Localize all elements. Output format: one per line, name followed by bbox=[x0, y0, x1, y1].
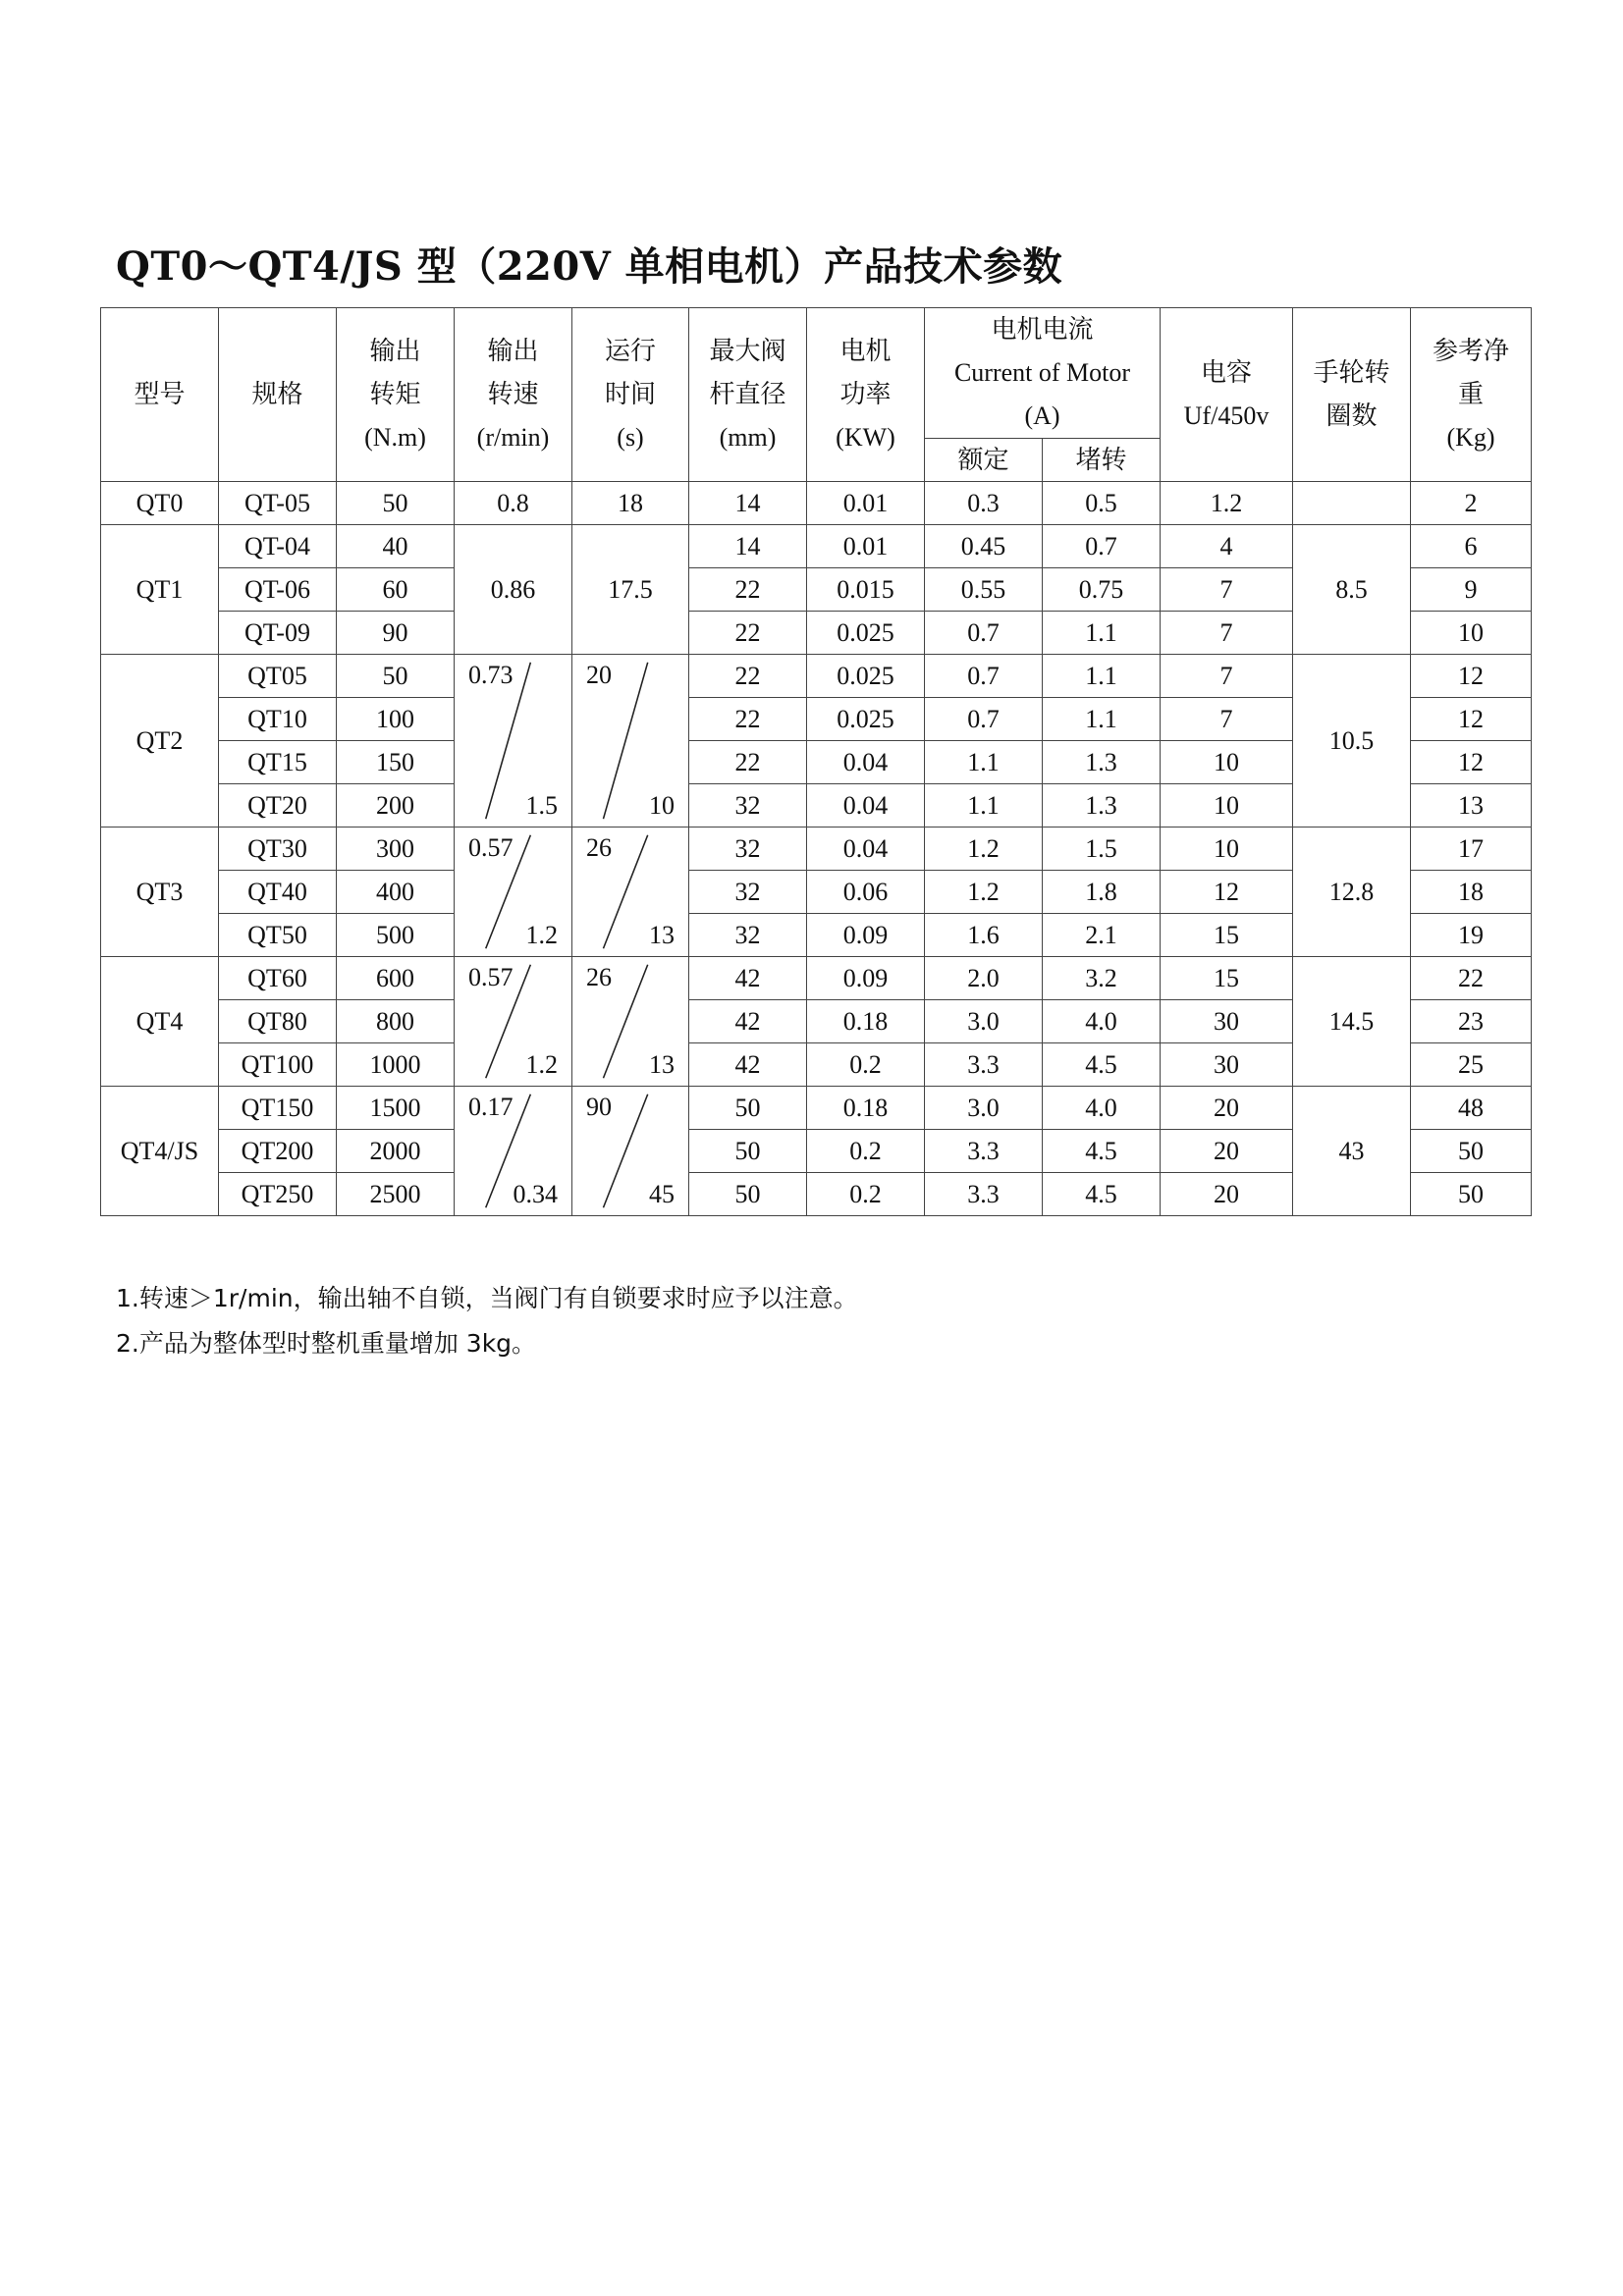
spec-table-body bbox=[101, 482, 1532, 1216]
rated-current-cell: 1.6 bbox=[925, 914, 1043, 957]
header-speed-line: 转速 bbox=[487, 380, 539, 408]
table-row bbox=[101, 1087, 1532, 1130]
weight-cell: 50 bbox=[1411, 1130, 1532, 1173]
stem-cell: 32 bbox=[689, 914, 807, 957]
time-range-cell bbox=[572, 828, 689, 957]
handwheel-cell: 10.5 bbox=[1293, 655, 1411, 828]
time-range-cell bbox=[572, 957, 689, 1087]
stem-cell: 22 bbox=[689, 612, 807, 655]
spec-cell: QT250 bbox=[219, 1173, 337, 1216]
capacitor-cell: 7 bbox=[1161, 568, 1293, 612]
capacitor-cell: 10 bbox=[1161, 828, 1293, 871]
time-cell: 18 bbox=[572, 482, 689, 525]
torque-cell: 200 bbox=[337, 784, 455, 828]
capacitor-cell: 20 bbox=[1161, 1173, 1293, 1216]
time-range-cell bbox=[572, 1087, 689, 1216]
torque-cell: 60 bbox=[337, 568, 455, 612]
stall-current-cell: 4.5 bbox=[1043, 1173, 1161, 1216]
capacitor-cell: 12 bbox=[1161, 871, 1293, 914]
rated-current-cell: 3.3 bbox=[925, 1173, 1043, 1216]
power-cell: 0.09 bbox=[807, 957, 925, 1000]
weight-cell: 25 bbox=[1411, 1043, 1532, 1087]
header-stem bbox=[689, 308, 807, 482]
power-cell: 0.2 bbox=[807, 1173, 925, 1216]
header-torque-unit: (N.m) bbox=[364, 423, 426, 452]
stall-current-cell: 4.5 bbox=[1043, 1130, 1161, 1173]
speed-range-cell bbox=[455, 1087, 572, 1216]
speed-range-cell-from: 0.57 bbox=[468, 833, 514, 862]
power-cell: 0.01 bbox=[807, 482, 925, 525]
capacitor-cell: 7 bbox=[1161, 698, 1293, 741]
rated-current-cell: 0.45 bbox=[925, 525, 1043, 568]
header-spec: 规格 bbox=[219, 308, 337, 482]
header-rated: 额定 bbox=[925, 439, 1043, 482]
time-range-cell-to: 13 bbox=[649, 921, 675, 949]
page-title: QT0～QT4/JS 型（220V 单相电机）产品技术参数 bbox=[116, 243, 1063, 290]
note-line: 2.产品为整体型时整机重量增加 3kg。 bbox=[116, 1329, 537, 1358]
header-current-line: 电机电流 bbox=[991, 315, 1094, 344]
stall-current-cell: 2.1 bbox=[1043, 914, 1161, 957]
rated-current-cell: 1.2 bbox=[925, 871, 1043, 914]
handwheel-cell: 8.5 bbox=[1293, 525, 1411, 655]
header-torque-line: 输出 bbox=[369, 337, 421, 365]
stall-current-cell: 1.1 bbox=[1043, 698, 1161, 741]
torque-cell: 2000 bbox=[337, 1130, 455, 1173]
handwheel-cell: 12.8 bbox=[1293, 828, 1411, 957]
weight-cell: 48 bbox=[1411, 1087, 1532, 1130]
header-time-unit: (s) bbox=[617, 423, 644, 452]
table-row bbox=[101, 957, 1532, 1000]
stall-current-cell: 1.8 bbox=[1043, 871, 1161, 914]
rated-current-cell: 3.0 bbox=[925, 1087, 1043, 1130]
power-cell: 0.2 bbox=[807, 1130, 925, 1173]
weight-cell: 17 bbox=[1411, 828, 1532, 871]
torque-cell: 800 bbox=[337, 1000, 455, 1043]
speed-range-cell-from: 0.17 bbox=[468, 1093, 514, 1121]
torque-cell: 100 bbox=[337, 698, 455, 741]
note-line: 1.转速＞1r/min，输出轴不自锁，当阀门有自锁要求时应予以注意。 bbox=[116, 1284, 858, 1312]
weight-cell: 23 bbox=[1411, 1000, 1532, 1043]
capacitor-cell: 15 bbox=[1161, 914, 1293, 957]
power-cell: 0.015 bbox=[807, 568, 925, 612]
rated-current-cell: 3.0 bbox=[925, 1000, 1043, 1043]
header-power-line: 电机 bbox=[839, 337, 892, 365]
power-cell: 0.18 bbox=[807, 1087, 925, 1130]
header-weight-line: 重 bbox=[1457, 380, 1484, 408]
torque-cell: 300 bbox=[337, 828, 455, 871]
stall-current-cell: 0.75 bbox=[1043, 568, 1161, 612]
torque-cell: 1000 bbox=[337, 1043, 455, 1087]
stem-cell: 14 bbox=[689, 482, 807, 525]
header-current-line: Current of Motor bbox=[953, 358, 1131, 387]
speed-range-cell bbox=[455, 655, 572, 828]
stem-cell: 50 bbox=[689, 1130, 807, 1173]
power-cell: 0.18 bbox=[807, 1000, 925, 1043]
model-cell: QT0 bbox=[101, 482, 219, 525]
table-row bbox=[101, 828, 1532, 871]
weight-cell: 2 bbox=[1411, 482, 1532, 525]
speed-range-cell-to: 1.2 bbox=[525, 1050, 558, 1079]
speed-cell: 0.8 bbox=[455, 482, 572, 525]
header-power bbox=[807, 308, 925, 482]
stem-cell: 32 bbox=[689, 828, 807, 871]
stem-cell: 22 bbox=[689, 698, 807, 741]
spec-cell: QT05 bbox=[219, 655, 337, 698]
speed-range-cell bbox=[455, 828, 572, 957]
power-cell: 0.04 bbox=[807, 828, 925, 871]
spec-cell: QT-06 bbox=[219, 568, 337, 612]
stem-cell: 32 bbox=[689, 871, 807, 914]
stall-current-cell: 4.0 bbox=[1043, 1087, 1161, 1130]
capacitor-cell: 30 bbox=[1161, 1000, 1293, 1043]
spec-cell: QT20 bbox=[219, 784, 337, 828]
header-capacitor bbox=[1161, 308, 1293, 482]
speed-range-cell-from: 0.57 bbox=[468, 963, 514, 991]
torque-cell: 90 bbox=[337, 612, 455, 655]
spec-table bbox=[100, 307, 1532, 1216]
weight-cell: 50 bbox=[1411, 1173, 1532, 1216]
stall-current-cell: 1.3 bbox=[1043, 741, 1161, 784]
rated-current-cell: 0.7 bbox=[925, 698, 1043, 741]
spec-cell: QT-05 bbox=[219, 482, 337, 525]
capacitor-cell: 20 bbox=[1161, 1087, 1293, 1130]
weight-cell: 19 bbox=[1411, 914, 1532, 957]
rated-current-cell: 0.3 bbox=[925, 482, 1043, 525]
time-range-cell-from: 20 bbox=[586, 661, 612, 689]
capacitor-cell: 4 bbox=[1161, 525, 1293, 568]
power-cell: 0.04 bbox=[807, 784, 925, 828]
header-stem-line: 杆直径 bbox=[709, 380, 786, 408]
capacitor-cell: 7 bbox=[1161, 612, 1293, 655]
weight-cell: 6 bbox=[1411, 525, 1532, 568]
model-cell: QT2 bbox=[101, 655, 219, 828]
header-weight bbox=[1411, 308, 1532, 482]
power-cell: 0.025 bbox=[807, 698, 925, 741]
rated-current-cell: 0.55 bbox=[925, 568, 1043, 612]
capacitor-cell: 1.2 bbox=[1161, 482, 1293, 525]
spec-cell: QT80 bbox=[219, 1000, 337, 1043]
rated-current-cell: 3.3 bbox=[925, 1130, 1043, 1173]
rated-current-cell: 1.1 bbox=[925, 741, 1043, 784]
power-cell: 0.025 bbox=[807, 612, 925, 655]
torque-cell: 500 bbox=[337, 914, 455, 957]
rated-current-cell: 0.7 bbox=[925, 612, 1043, 655]
rated-current-cell: 1.2 bbox=[925, 828, 1043, 871]
capacitor-cell: 20 bbox=[1161, 1130, 1293, 1173]
stall-current-cell: 1.1 bbox=[1043, 612, 1161, 655]
power-cell: 0.2 bbox=[807, 1043, 925, 1087]
power-cell: 0.04 bbox=[807, 741, 925, 784]
power-cell: 0.025 bbox=[807, 655, 925, 698]
time-range-cell bbox=[572, 655, 689, 828]
spec-cell: QT200 bbox=[219, 1130, 337, 1173]
table-row bbox=[101, 525, 1532, 568]
handwheel-cell bbox=[1293, 482, 1411, 525]
header-speed bbox=[455, 308, 572, 482]
stem-cell: 42 bbox=[689, 957, 807, 1000]
spec-cell: QT-09 bbox=[219, 612, 337, 655]
speed-range-cell-to: 0.34 bbox=[513, 1180, 558, 1208]
time-range-cell-to: 13 bbox=[649, 1050, 675, 1079]
model-cell: QT4/JS bbox=[101, 1087, 219, 1216]
header-torque bbox=[337, 308, 455, 482]
header-weight-line: 参考净 bbox=[1432, 337, 1509, 365]
stem-cell: 22 bbox=[689, 655, 807, 698]
torque-cell: 40 bbox=[337, 525, 455, 568]
table-row bbox=[101, 482, 1532, 525]
stall-current-cell: 3.2 bbox=[1043, 957, 1161, 1000]
stall-current-cell: 0.7 bbox=[1043, 525, 1161, 568]
header-time-line: 时间 bbox=[604, 380, 656, 408]
torque-cell: 50 bbox=[337, 655, 455, 698]
stem-cell: 50 bbox=[689, 1173, 807, 1216]
header-handwheel bbox=[1293, 308, 1411, 482]
header-handwheel-line: 手轮转 bbox=[1313, 358, 1390, 387]
stall-current-cell: 1.5 bbox=[1043, 828, 1161, 871]
spec-cell: QT150 bbox=[219, 1087, 337, 1130]
stall-current-cell: 0.5 bbox=[1043, 482, 1161, 525]
spec-cell: QT40 bbox=[219, 871, 337, 914]
speed-range-cell-to: 1.5 bbox=[525, 791, 558, 820]
torque-cell: 400 bbox=[337, 871, 455, 914]
speed-range-cell-from: 0.73 bbox=[468, 661, 514, 689]
time-cell: 17.5 bbox=[572, 525, 689, 655]
stall-current-cell: 4.5 bbox=[1043, 1043, 1161, 1087]
weight-cell: 22 bbox=[1411, 957, 1532, 1000]
speed-cell: 0.86 bbox=[455, 525, 572, 655]
weight-cell: 18 bbox=[1411, 871, 1532, 914]
weight-cell: 12 bbox=[1411, 698, 1532, 741]
weight-cell: 12 bbox=[1411, 655, 1532, 698]
power-cell: 0.06 bbox=[807, 871, 925, 914]
power-cell: 0.01 bbox=[807, 525, 925, 568]
stem-cell: 42 bbox=[689, 1000, 807, 1043]
time-range-cell-from: 26 bbox=[586, 963, 612, 991]
torque-cell: 1500 bbox=[337, 1087, 455, 1130]
notes bbox=[116, 1276, 858, 1366]
header-speed-line: 输出 bbox=[487, 337, 539, 365]
handwheel-cell: 43 bbox=[1293, 1087, 1411, 1216]
capacitor-cell: 7 bbox=[1161, 655, 1293, 698]
header-torque-line: 转矩 bbox=[369, 380, 421, 408]
weight-cell: 9 bbox=[1411, 568, 1532, 612]
header-stem-line: 最大阀 bbox=[709, 337, 786, 365]
stall-current-cell: 4.0 bbox=[1043, 1000, 1161, 1043]
model-cell: QT4 bbox=[101, 957, 219, 1087]
spec-cell: QT60 bbox=[219, 957, 337, 1000]
model-cell: QT3 bbox=[101, 828, 219, 957]
header-model: 型号 bbox=[101, 308, 219, 482]
spec-cell: QT100 bbox=[219, 1043, 337, 1087]
stem-cell: 22 bbox=[689, 741, 807, 784]
header-stem-unit: (mm) bbox=[719, 423, 777, 452]
header-capacitor-line: Uf/450v bbox=[1183, 401, 1270, 430]
model-cell: QT1 bbox=[101, 525, 219, 655]
header-capacitor-line: 电容 bbox=[1200, 358, 1252, 387]
time-range-cell-from: 90 bbox=[586, 1093, 612, 1121]
rated-current-cell: 0.7 bbox=[925, 655, 1043, 698]
header-power-unit: (KW) bbox=[836, 423, 895, 452]
torque-cell: 600 bbox=[337, 957, 455, 1000]
stem-cell: 32 bbox=[689, 784, 807, 828]
torque-cell: 150 bbox=[337, 741, 455, 784]
header-time bbox=[572, 308, 689, 482]
stall-current-cell: 1.1 bbox=[1043, 655, 1161, 698]
time-range-cell-from: 26 bbox=[586, 833, 612, 862]
capacitor-cell: 10 bbox=[1161, 784, 1293, 828]
speed-range-cell bbox=[455, 957, 572, 1087]
table-row bbox=[101, 655, 1532, 698]
time-range-cell-to: 45 bbox=[649, 1180, 675, 1208]
weight-cell: 13 bbox=[1411, 784, 1532, 828]
header-current bbox=[925, 308, 1161, 439]
torque-cell: 2500 bbox=[337, 1173, 455, 1216]
rated-current-cell: 3.3 bbox=[925, 1043, 1043, 1087]
header-time-line: 运行 bbox=[604, 337, 656, 365]
header-power-line: 功率 bbox=[839, 380, 892, 408]
weight-cell: 12 bbox=[1411, 741, 1532, 784]
power-cell: 0.09 bbox=[807, 914, 925, 957]
header-handwheel-line: 圈数 bbox=[1325, 401, 1378, 430]
capacitor-cell: 30 bbox=[1161, 1043, 1293, 1087]
spec-cell: QT10 bbox=[219, 698, 337, 741]
spec-cell: QT50 bbox=[219, 914, 337, 957]
handwheel-cell: 14.5 bbox=[1293, 957, 1411, 1087]
torque-cell: 50 bbox=[337, 482, 455, 525]
spec-cell: QT15 bbox=[219, 741, 337, 784]
header-weight-unit: (Kg) bbox=[1446, 423, 1495, 452]
stall-current-cell: 1.3 bbox=[1043, 784, 1161, 828]
header-current-unit: (A) bbox=[1024, 401, 1060, 430]
rated-current-cell: 2.0 bbox=[925, 957, 1043, 1000]
spec-cell: QT30 bbox=[219, 828, 337, 871]
stem-cell: 22 bbox=[689, 568, 807, 612]
capacitor-cell: 15 bbox=[1161, 957, 1293, 1000]
stem-cell: 14 bbox=[689, 525, 807, 568]
header-speed-unit: (r/min) bbox=[476, 423, 550, 452]
speed-range-cell-to: 1.2 bbox=[525, 921, 558, 949]
weight-cell: 10 bbox=[1411, 612, 1532, 655]
spec-cell: QT-04 bbox=[219, 525, 337, 568]
rated-current-cell: 1.1 bbox=[925, 784, 1043, 828]
header-stall: 堵转 bbox=[1043, 439, 1161, 482]
time-range-cell-to: 10 bbox=[649, 791, 675, 820]
capacitor-cell: 10 bbox=[1161, 741, 1293, 784]
stem-cell: 42 bbox=[689, 1043, 807, 1087]
stem-cell: 50 bbox=[689, 1087, 807, 1130]
